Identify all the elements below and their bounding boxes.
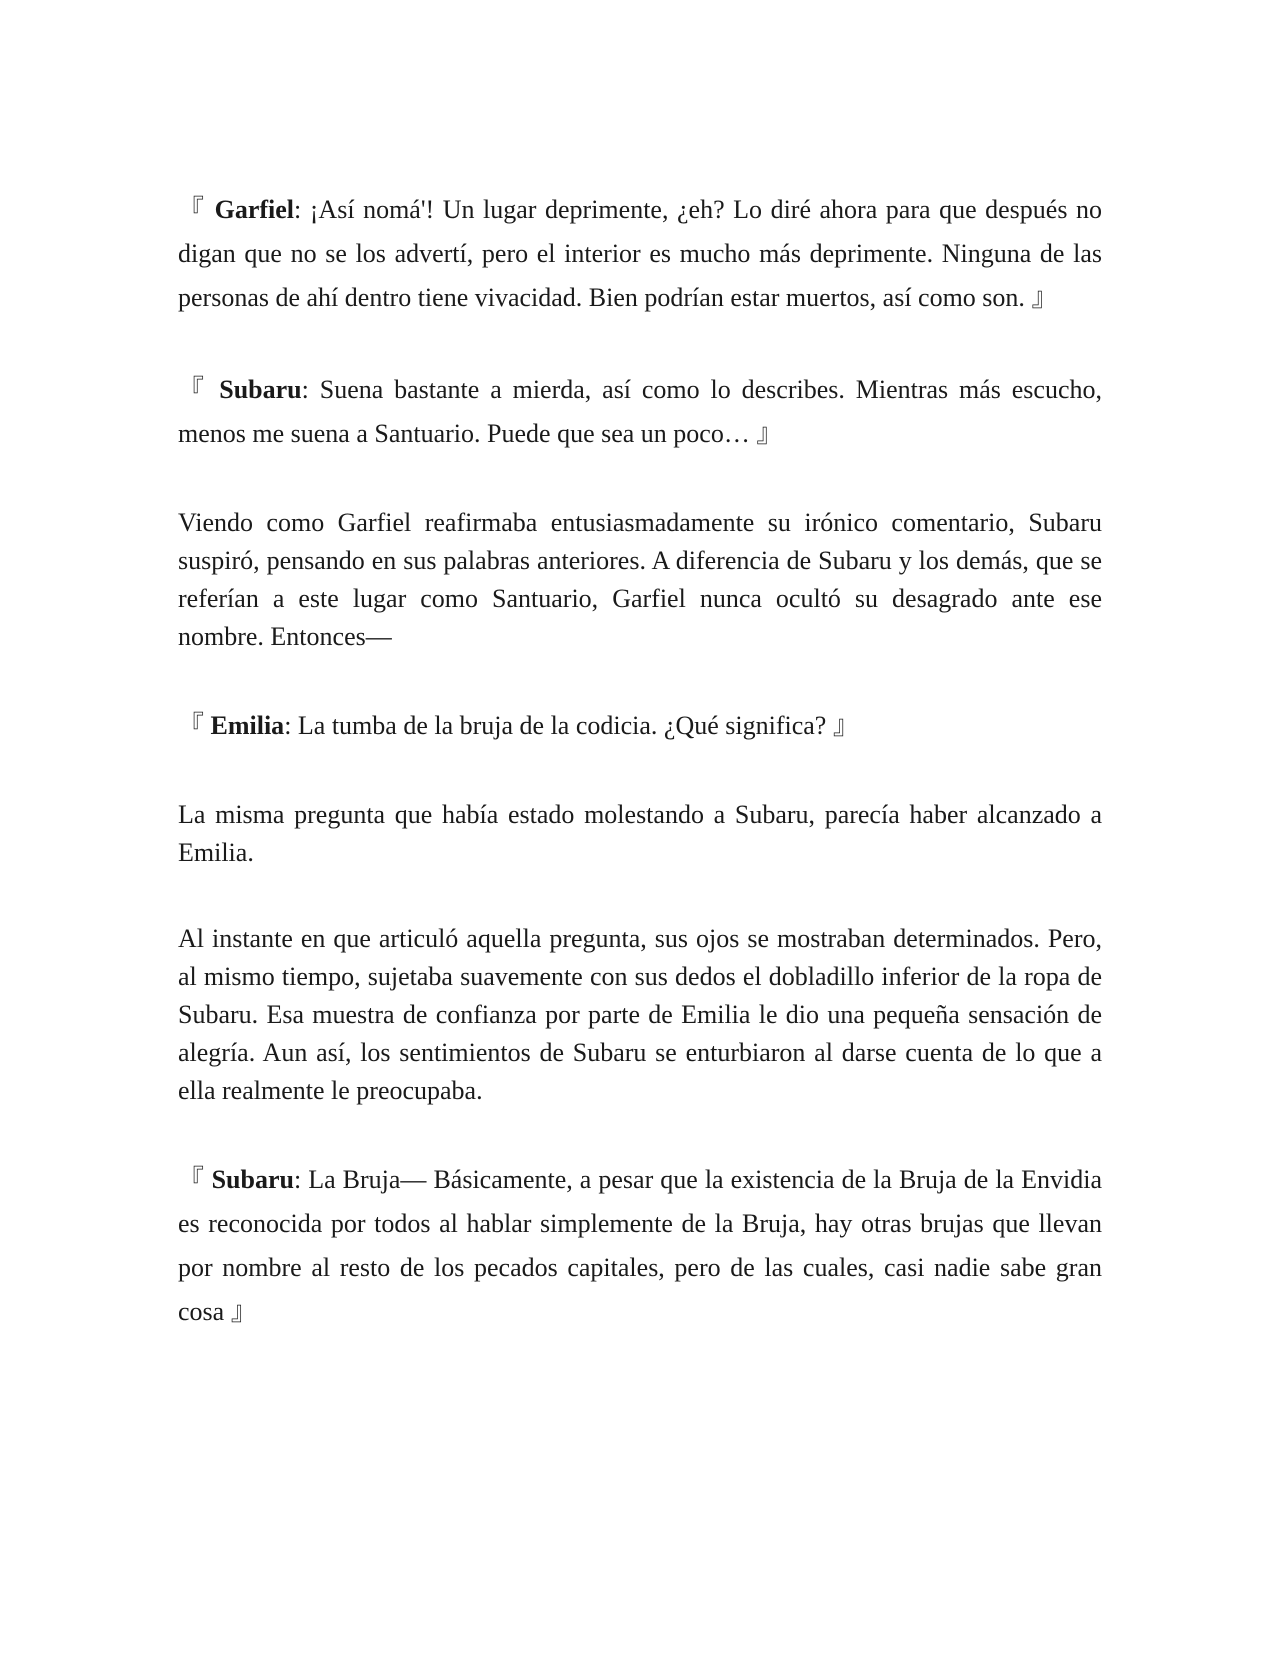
- dialogue-text: : La Bruja— Básicamente, a pesar que la existencia de la Bruja de la Envidia es reconocida por todos al hablar simplemente de la Bruja, hay otras brujas que llevan por nombre al resto de los pecados capitales, pero de las cuales, casi nadie sabe gran cosa: [178, 1165, 1102, 1326]
- open-quote-mark: 『: [178, 375, 209, 404]
- speaker-name: Subaru: [219, 375, 302, 404]
- close-quote-mark: 』: [756, 419, 783, 448]
- open-quote-mark: 『: [178, 195, 207, 224]
- document-body: [178, 188, 1102, 1382]
- speaker-name: Emilia: [210, 711, 285, 740]
- open-quote-mark: 『: [178, 711, 205, 740]
- dialogue-garfiel: [178, 188, 1102, 320]
- open-quote-mark: 『: [178, 1165, 205, 1194]
- narration-paragraph-3: Al instante en que articuló aquella pregunta, sus ojos se mostraban determinados. Pero, al mismo tiempo, sujetaba suavemente con sus dedos el dobladillo inferior de la ropa de Subaru. Esa muestra de confianza por parte de Emilia le dio una pequeña sensación de alegría. Aun así, los sentimientos de Subaru se enturbiaron al darse cuenta de lo que a ella realmente le preocupaba.: [178, 924, 1102, 1105]
- dialogue-subaru-1: [178, 368, 1102, 456]
- dialogue-text: : ¡Así nomá'! Un lugar deprimente, ¿eh? Lo diré ahora para que después no digan que no se los advertí, pero el interior es mucho más deprimente. Ninguna de las personas de ahí dentro tiene vivacidad. Bien podrían estar muertos, así como son.: [178, 195, 1103, 312]
- close-quote-mark: 』: [832, 711, 859, 740]
- dialogue-text: : Suena bastante a mierda, así como lo describes. Mientras más escucho, menos me suena a Santuario. Puede que sea un poco…: [178, 375, 1102, 448]
- narration-paragraph-1: Viendo como Garfiel reafirmaba entusiasmadamente su irónico comentario, Subaru suspiró, pensando en sus palabras anteriores. A diferencia de Subaru y los demás, que se referían a este lugar como Santuario, Garfiel nunca ocultó su desagrado ante ese nombre. Entonces—: [178, 508, 1102, 651]
- dialogue-text: : La tumba de la bruja de la codicia. ¿Qué significa?: [284, 711, 833, 740]
- dialogue-subaru-2: [178, 1158, 1102, 1334]
- close-quote-mark: 』: [230, 1297, 257, 1326]
- close-quote-mark: 』: [1031, 283, 1058, 312]
- speaker-name: Subaru: [211, 1165, 294, 1194]
- speaker-name: Garfiel: [214, 195, 295, 224]
- narration-paragraph-2: La misma pregunta que había estado molestando a Subaru, parecía haber alcanzado a Emilia.: [178, 800, 1102, 867]
- dialogue-emilia: [178, 704, 1102, 748]
